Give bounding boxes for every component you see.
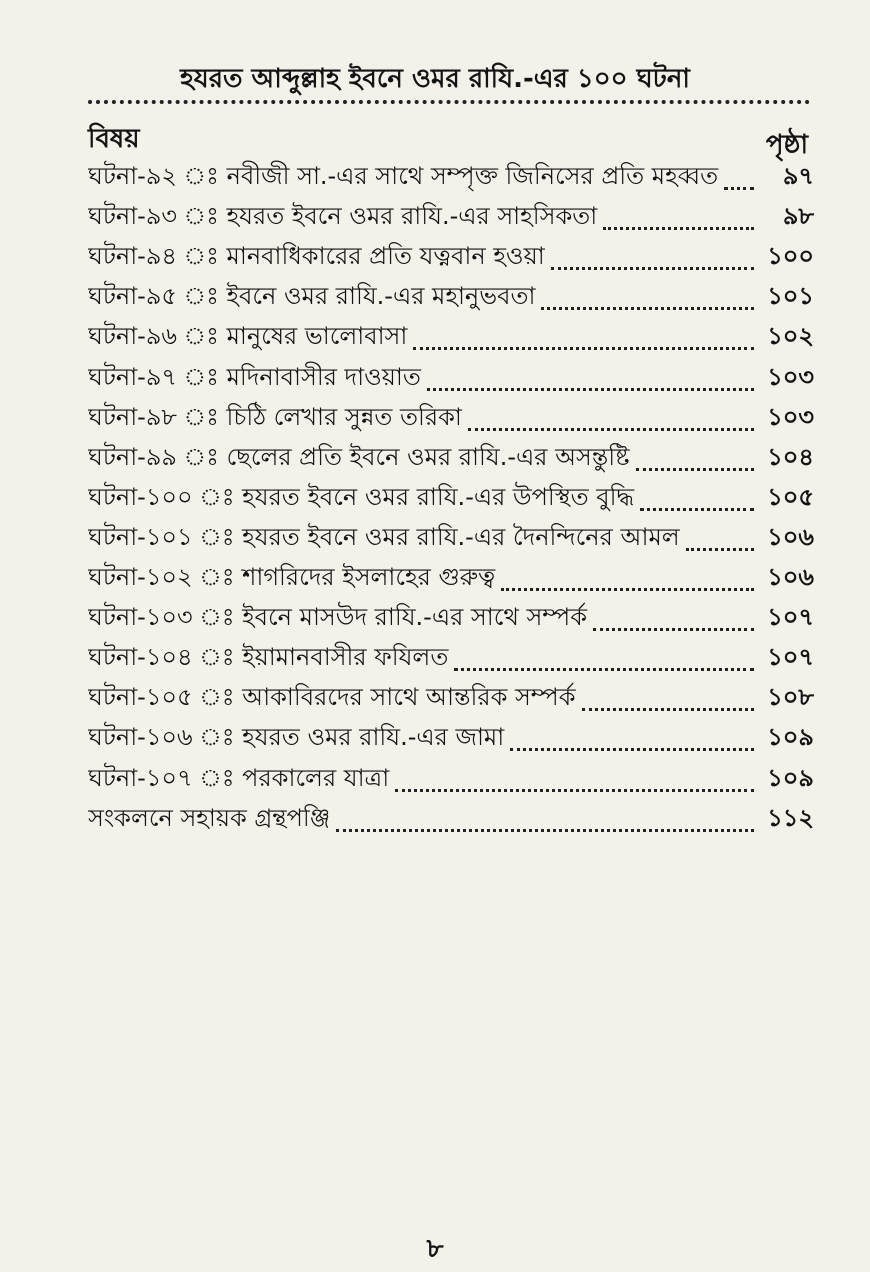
- toc-entry-title: ঘটনা-৯২ ঃ নবীজী সা.-এর সাথে সম্পৃক্ত জিনিসের প্রতি মহব্বত: [88, 162, 719, 191]
- toc-entry-page: ১০৯: [767, 723, 814, 752]
- toc-entry-title: ঘটনা-৯৫ ঃ ইবনে ওমর রাযি.-এর মহানুভবতা: [88, 282, 536, 311]
- dot-leader: [551, 267, 754, 270]
- dot-leader: [413, 347, 754, 350]
- dot-leader: [395, 789, 754, 792]
- toc-entry: [88, 559, 814, 599]
- dot-leader: [724, 187, 754, 190]
- toc-entry-page: ৯৮: [782, 202, 814, 231]
- toc-entry: [88, 719, 814, 759]
- toc-entry-title: ঘটনা-৯৮ ঃ চিঠি লেখার সুন্নত তরিকা: [88, 402, 462, 431]
- dot-leader: [501, 588, 754, 591]
- toc-entry-page: ১০২: [767, 322, 814, 351]
- dot-leader: [468, 428, 754, 431]
- toc-entry-page: ১১২: [767, 803, 814, 832]
- table-of-contents: [88, 158, 814, 840]
- toc-entry-title: ঘটনা-১০৫ ঃ আকাবিরদের সাথে আন্তরিক সম্পর্ক: [88, 683, 576, 712]
- toc-entry: [88, 759, 814, 799]
- toc-entry-title: ঘটনা-১০০ ঃ হযরত ইবনে ওমর রাযি.-এর উপস্থিত বুদ্ধি: [88, 482, 635, 511]
- toc-entry-title: ঘটনা-১০২ ঃ শাগরিদের ইসলাহের গুরুত্ব: [88, 563, 496, 592]
- toc-entry-page: ১০৬: [767, 522, 814, 551]
- toc-entry-title: ঘটনা-১০৭ ঃ পরকালের যাত্রা: [88, 763, 390, 792]
- toc-entry-page: ৯৭: [782, 162, 814, 191]
- dot-leader: [593, 628, 754, 631]
- toc-entry: [88, 439, 814, 479]
- toc-entry-page: ১০১: [767, 282, 814, 311]
- toc-entry: [88, 479, 814, 519]
- header-dotted-rule: [88, 100, 810, 104]
- toc-entry-title: সংকলনে সহায়ক গ্রন্থপঞ্জি: [88, 803, 331, 832]
- dot-leader: [336, 829, 754, 832]
- toc-entry-title: ঘটনা-৯৬ ঃ মানুষের ভালোবাসা: [88, 322, 408, 351]
- toc-entry-page: ১০৮: [767, 683, 814, 712]
- dot-leader: [541, 307, 754, 310]
- toc-entry: [88, 318, 814, 358]
- page-number: ৮: [426, 1234, 444, 1264]
- dot-leader: [640, 508, 754, 511]
- dot-leader: [582, 708, 755, 711]
- dot-leader: [454, 668, 754, 671]
- toc-entry-page: ১০০: [767, 242, 814, 271]
- column-headings: [88, 118, 808, 158]
- dot-leader: [686, 548, 754, 551]
- dot-leader: [427, 388, 754, 391]
- toc-entry-title: ঘটনা-৯৯ ঃ ছেলের প্রতি ইবনে ওমর রাযি.-এর অসন্তুষ্টি: [88, 442, 630, 471]
- toc-entry-title: ঘটনা-৯৩ ঃ হযরত ইবনে ওমর রাযি.-এর সাহসিকতা: [88, 202, 598, 231]
- toc-entry-page: ১০৩: [767, 402, 814, 431]
- toc-entry: [88, 238, 814, 278]
- toc-entry-page: ১০৪: [767, 442, 814, 471]
- toc-entry-page: ১০৩: [767, 362, 814, 391]
- toc-entry: [88, 519, 814, 559]
- toc-entry-page: ১০৬: [767, 563, 814, 592]
- toc-entry: [88, 158, 814, 198]
- toc-entry: [88, 278, 814, 318]
- toc-entry: [88, 679, 814, 719]
- dot-leader: [510, 748, 754, 751]
- toc-entry-title: ঘটনা-৯৭ ঃ মদিনাবাসীর দাওয়াত: [88, 362, 421, 391]
- subject-column-heading: বিষয়: [88, 124, 140, 154]
- toc-entry-title: ঘটনা-১০১ ঃ হযরত ইবনে ওমর রাযি.-এর দৈনন্দিনের আমল: [88, 522, 680, 551]
- toc-entry-page: ১০৭: [767, 643, 814, 672]
- toc-entry-title: ঘটনা-৯৪ ঃ মানবাধিকারের প্রতি যত্নবান হওয়া: [88, 242, 545, 271]
- toc-entry-title: ঘটনা-১০৩ ঃ ইবনে মাসউদ রাযি.-এর সাথে সম্পর্ক: [88, 603, 587, 632]
- toc-entry: [88, 639, 814, 679]
- running-header: হযরত আব্দুল্লাহ ইবনে ওমর রাযি.-এর ১০০ ঘটনা: [180, 64, 690, 94]
- dot-leader: [636, 468, 754, 471]
- toc-entry: [88, 358, 814, 398]
- toc-entry-page: ১০৫: [767, 482, 814, 511]
- toc-entry-title: ঘটনা-১০৬ ঃ হযরত ওমর রাযি.-এর জামা: [88, 723, 505, 752]
- toc-entry: [88, 599, 814, 639]
- toc-entry-page: ১০৭: [767, 603, 814, 632]
- dot-leader: [603, 227, 754, 230]
- toc-entry: [88, 399, 814, 439]
- toc-entry: [88, 800, 814, 840]
- toc-entry-page: ১০৯: [767, 763, 814, 792]
- toc-entry: [88, 198, 814, 238]
- toc-entry-title: ঘটনা-১০৪ ঃ ইয়ামানবাসীর ফযিলত: [88, 643, 449, 672]
- page-column-heading: পৃষ্ঠা: [765, 130, 808, 160]
